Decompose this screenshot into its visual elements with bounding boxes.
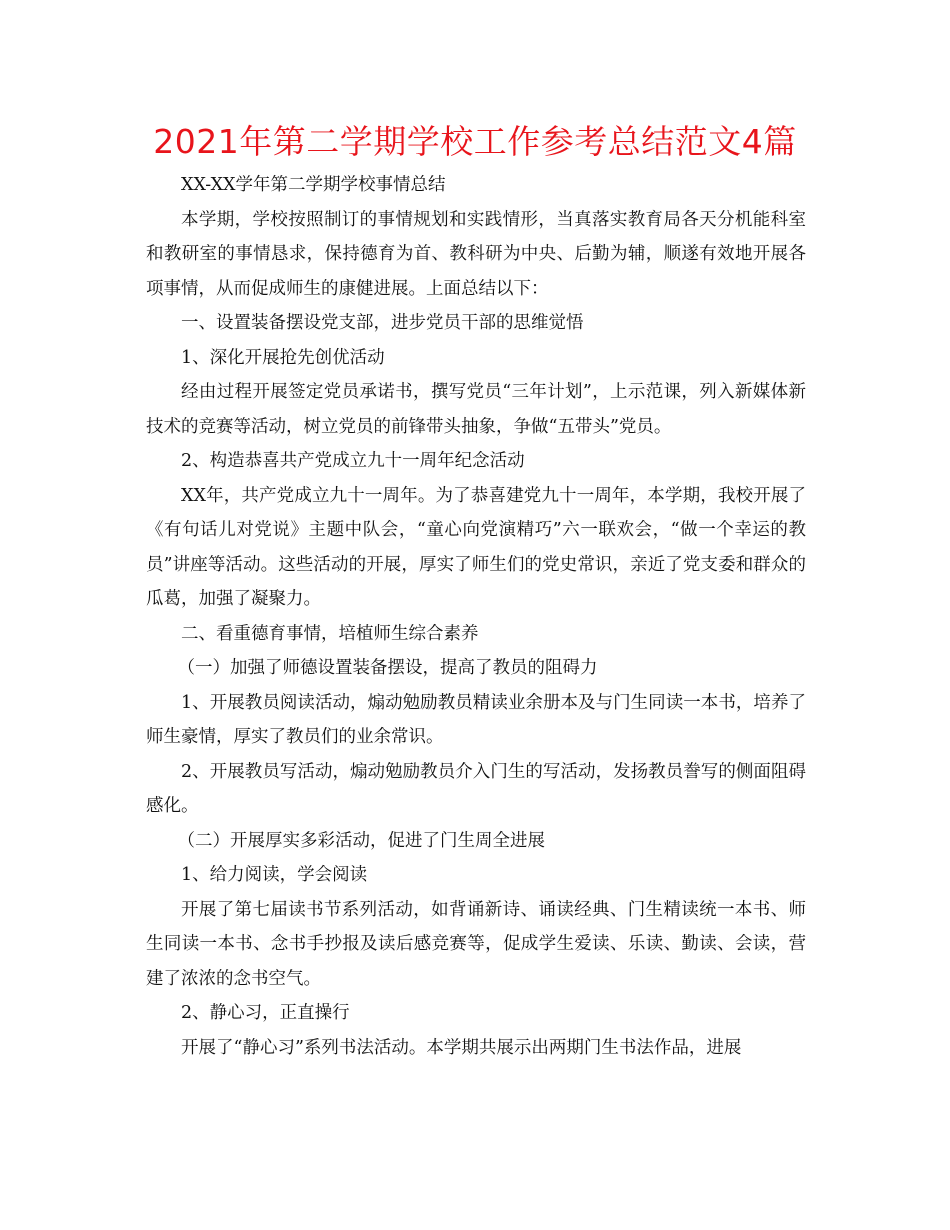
paragraph-1-1: 经由过程开展签定党员承诺书，撰写党员“三年计划”，上示范课，列入新媒体新技术的竞赛等活动，树立党员的前锋带头抽象，争做“五带头”党员。 bbox=[146, 382, 806, 437]
subheading-2-a: （一）加强了师德设置装备摆设，提高了教员的阻碍力 bbox=[177, 658, 598, 678]
paragraph-2-b-2: 开展了“静心习”系列书法活动。本学期共展示出两期门生书法作品，进展 bbox=[181, 1037, 742, 1058]
subheading-2-b: （二）开展厚实多彩活动，促进了门生周全进展 bbox=[177, 830, 545, 851]
document-body bbox=[146, 168, 806, 1065]
document-title: 2021年第二学期学校工作参考总结范文4篇 bbox=[153, 122, 797, 161]
subheading-1-1: 1、深化开展抢先创优活动 bbox=[181, 347, 385, 368]
section-heading-2: 二、看重德育事情，培植师生综合素养 bbox=[181, 623, 479, 644]
section-heading-1: 一、设置装备摆设党支部，进步党员干部的思维觉悟 bbox=[181, 313, 584, 333]
paragraph-2-a-2: 2、开展教员写活动，煽动勉励教员介入门生的写活动，发扬教员誊写的侧面阻碍感化。 bbox=[146, 761, 806, 816]
paragraph-intro: 本学期，学校按照制订的事情规划和实践情形，当真落实教育局各天分机能科室和教研室的事情恳求，保持德育为首、教科研为中央、后勤为辅，顺遂有效地开展各项事情，从而促成师生的康健进展。上面总结以下： bbox=[146, 209, 806, 299]
paragraph-2-a-1: 1、开展教员阅读活动，煽动勉励教员精读业余册本及与门生同读一本书，培养了师生豪情，厚实了教员们的业余常识。 bbox=[146, 692, 806, 747]
paragraph-1-2: XX年，共产党成立九十一周年。为了恭喜建党九十一周年，本学期，我校开展了《有句话儿对党说》主题中队会，“童心向党演精巧”六一联欢会，“做一个幸运的教员”讲座等活动。这些活动的开展，厚实了师生们的党史常识，亲近了党支委和群众的瓜葛，加强了凝聚力。 bbox=[146, 485, 806, 609]
paragraph-subtitle: XX-XX学年第二学期学校事情总结 bbox=[181, 175, 446, 195]
paragraph-2-b-1: 开展了第七届读书节系列活动，如背诵新诗、诵读经典、门生精读统一本书、师生同读一本书、念书手抄报及读后感竞赛等，促成学生爱读、乐读、勤读、会读，营建了浓浓的念书空气。 bbox=[146, 899, 806, 989]
subheading-1-2: 2、构造恭喜共产党成立九十一周年纪念活动 bbox=[181, 451, 525, 471]
subheading-2-b-2: 2、静心习，正直操行 bbox=[181, 1003, 350, 1023]
subheading-2-b-1: 1、给力阅读，学会阅读 bbox=[181, 865, 368, 885]
